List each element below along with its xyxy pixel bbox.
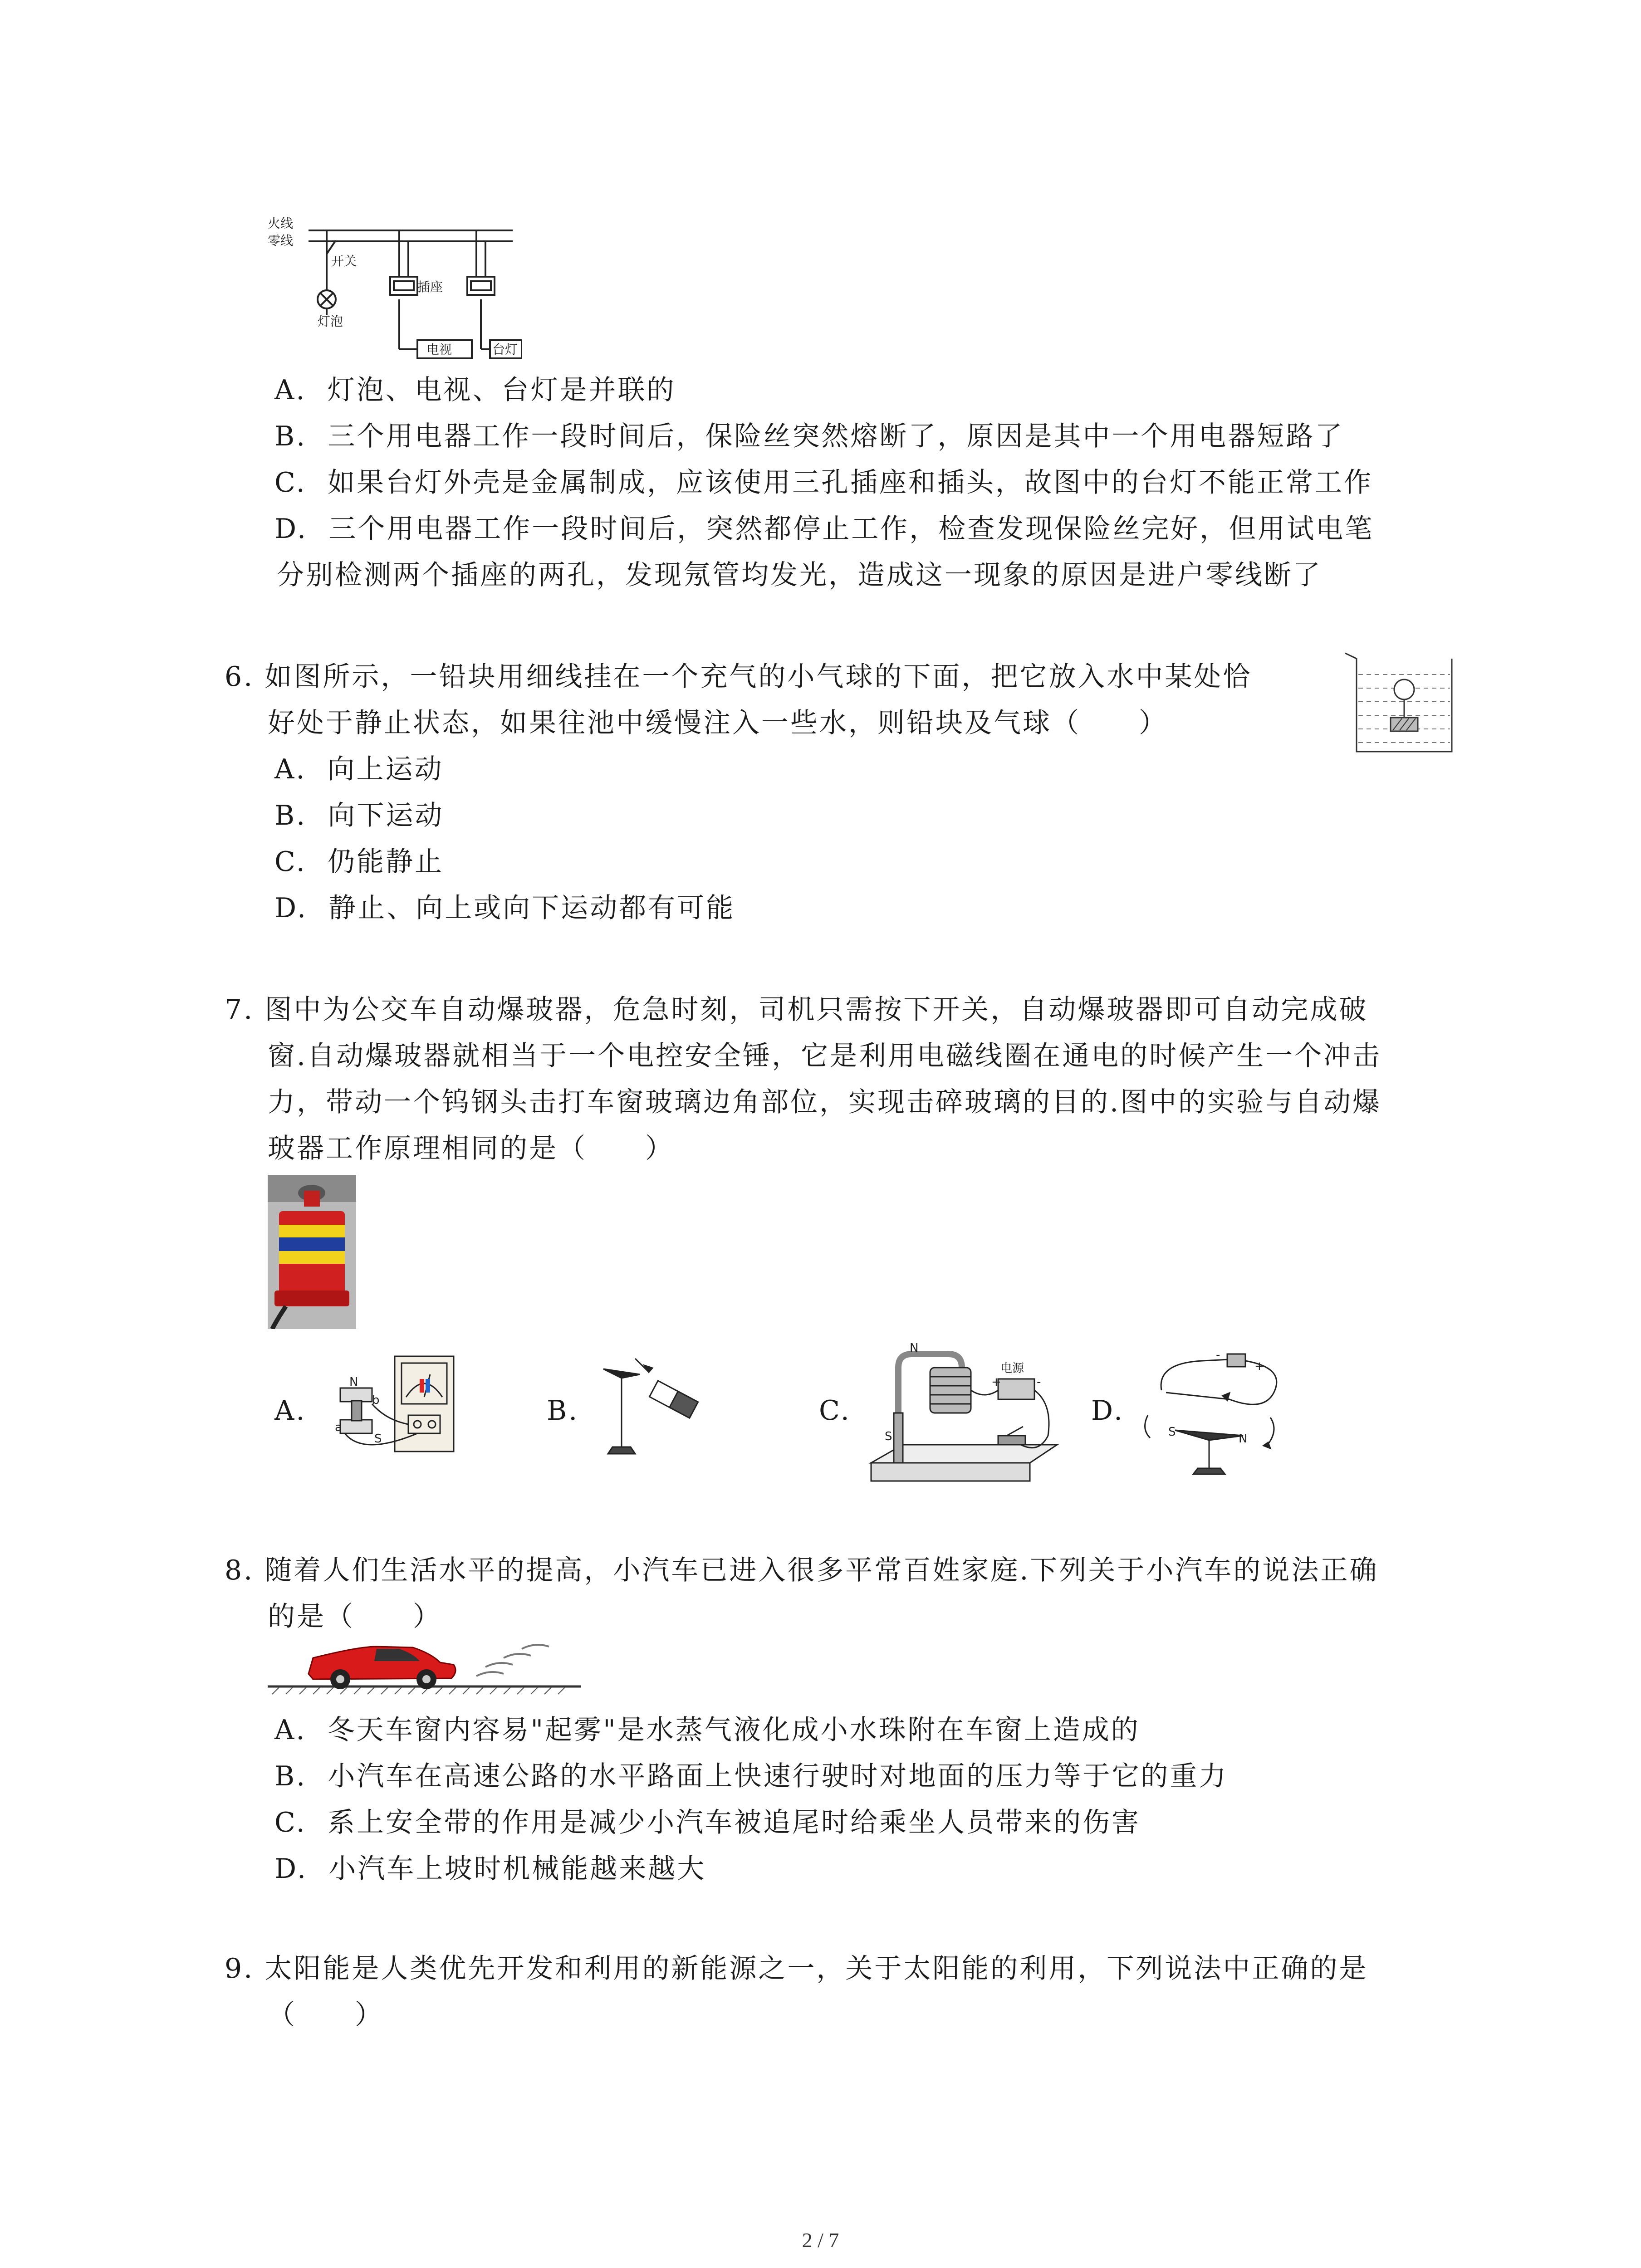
q7-stem-line3: 力，带动一个钨钢头击打车窗玻璃边角部位，实现击碎玻璃的目的.图中的实验与自动爆 (268, 1086, 1382, 1118)
option-text: 三个用电器工作一段时间后，突然都停止工作，检查发现保险丝完好，但用试电笔 (328, 513, 1374, 545)
q6-stem-line1 (225, 659, 1252, 695)
q7-option-c-letter: C. (819, 1395, 851, 1427)
red-car-on-road-figure (268, 1637, 581, 1696)
q8-option-a (274, 1712, 1140, 1748)
q6-option-c (274, 844, 444, 880)
q7-option-c-electromagnet-figure (867, 1340, 1066, 1486)
option-letter: C. (274, 1807, 307, 1838)
option-letter: A. (274, 374, 307, 406)
desk-lamp-label: 台灯 (492, 342, 518, 357)
q9-stem-line2: （ ） (268, 1999, 384, 2031)
auto-window-breaker-photo (268, 1175, 356, 1329)
s-pole-label: S (374, 1432, 382, 1446)
q9-stem-line1 (225, 1950, 1368, 1987)
q8-stem-line2: 的是（ ） (268, 1601, 442, 1633)
q6-option-b (274, 797, 444, 834)
q7-option-b-letter: B. (547, 1395, 579, 1427)
question-text: 太阳能是人类优先开发和利用的新能源之一，关于太阳能的利用，下列说法中正确的是 (265, 1953, 1368, 1984)
q7-option-a-generator-figure (327, 1352, 463, 1461)
q6-stem-line2: 好处于静止状态，如果往池中缓慢注入一些水，则铅块及气球（ ） (268, 707, 1168, 739)
q5-option-d-continued: 分别检测两个插座的两孔，发现氖管均发光，造成这一现象的原因是进户零线断了 (277, 559, 1322, 591)
question-number: 9. (225, 1953, 255, 1984)
q7-stem-line2: 窗.自动爆玻器就相当于一个电控安全锤，它是利用电磁线圈在通电的时候产生一个冲击 (268, 1040, 1382, 1072)
q8-stem-line1 (225, 1552, 1378, 1589)
minus-terminal-label: - (1216, 1349, 1220, 1362)
option-text: 向下运动 (328, 800, 444, 831)
question-text: 图中为公交车自动爆玻器，危急时刻，司机只需按下开关，自动爆玻器即可自动完成破 (265, 994, 1368, 1026)
power-source-label: 电源 (1000, 1362, 1024, 1375)
q6-option-d (274, 890, 735, 926)
option-text: 冬天车窗内容易"起雾"是水蒸气液化成小水珠附在车窗上造成的 (327, 1714, 1140, 1746)
plus-terminal-label: + (991, 1375, 1001, 1389)
option-text: 静止、向上或向下运动都有可能 (328, 892, 735, 924)
bulb-label: 灯泡 (318, 314, 343, 329)
question-text: 随着人们生活水平的提高，小汽车已进入很多平常百姓家庭.下列关于小汽车的说法正确 (265, 1554, 1379, 1586)
option-letter: A. (274, 1714, 307, 1746)
option-letter: C. (274, 467, 307, 499)
question-number: 7. (225, 994, 255, 1026)
q7-stem-line4: 玻器工作原理相同的是（ ） (268, 1133, 674, 1164)
b-label: b (372, 1393, 380, 1407)
n-pole-label: N (349, 1375, 358, 1389)
live-wire-label: 火线 (268, 216, 294, 231)
q7-option-b-compass-magnet-figure (599, 1356, 703, 1465)
question-number: 8. (225, 1554, 255, 1586)
option-letter: B. (274, 800, 307, 831)
option-letter: B. (274, 420, 307, 452)
n-pole-label: N (910, 1341, 919, 1355)
option-text: 仍能静止 (328, 846, 444, 878)
option-text: 向上运动 (327, 753, 444, 785)
option-text: 小汽车上坡时机械能越来越大 (328, 1853, 706, 1885)
plus-terminal-label: + (1254, 1359, 1264, 1373)
n-pole-label: N (1239, 1432, 1248, 1446)
q7-option-d-oersted-figure (1139, 1349, 1288, 1481)
q5-option-c (274, 464, 1373, 501)
question-text: 如图所示，一铅块用细线挂在一个充气的小气球的下面，把它放入水中某处恰 (265, 661, 1252, 693)
s-pole-label: S (885, 1430, 892, 1443)
q5-option-a (274, 372, 676, 408)
balloon-in-water-diagram (1343, 650, 1456, 754)
option-letter: A. (274, 753, 307, 785)
socket-label: 插座 (417, 279, 443, 294)
q8-option-d (274, 1851, 706, 1887)
s-pole-label: S (1168, 1425, 1176, 1439)
q5-option-b (274, 418, 1344, 455)
q6-option-a (274, 751, 444, 787)
q7-option-a-letter: A. (274, 1395, 307, 1427)
q8-option-c (274, 1804, 1141, 1841)
neutral-wire-label: 零线 (268, 233, 294, 248)
q8-option-b (274, 1758, 1228, 1794)
minus-terminal-label: - (1037, 1375, 1041, 1389)
option-letter: D. (274, 513, 308, 545)
question-number: 6. (225, 661, 255, 693)
household-circuit-diagram (268, 213, 522, 367)
option-letter: C. (274, 846, 307, 878)
switch-label: 开关 (331, 254, 357, 269)
option-text: 三个用电器工作一段时间后，保险丝突然熔断了，原因是其中一个用电器短路了 (328, 420, 1344, 452)
q7-option-d-letter: D. (1091, 1395, 1125, 1427)
tv-label: 电视 (426, 342, 452, 357)
option-text: 如果台灯外壳是金属制成，应该使用三孔插座和插头，故图中的台灯不能正常工作 (328, 467, 1373, 499)
option-letter: D. (274, 892, 308, 924)
q7-stem-line1 (225, 992, 1368, 1028)
option-text: 小汽车在高速公路的水平路面上快速行驶时对地面的压力等于它的重力 (328, 1760, 1228, 1792)
page-number: 2 / 7 (802, 2229, 839, 2252)
option-text: 系上安全带的作用是减少小汽车被追尾时给乘坐人员带来的伤害 (328, 1807, 1141, 1838)
option-text: 灯泡、电视、台灯是并联的 (327, 374, 676, 406)
option-letter: D. (274, 1853, 308, 1885)
a-label: a (335, 1421, 342, 1434)
option-letter: B. (274, 1760, 307, 1792)
q5-option-d (274, 511, 1374, 547)
